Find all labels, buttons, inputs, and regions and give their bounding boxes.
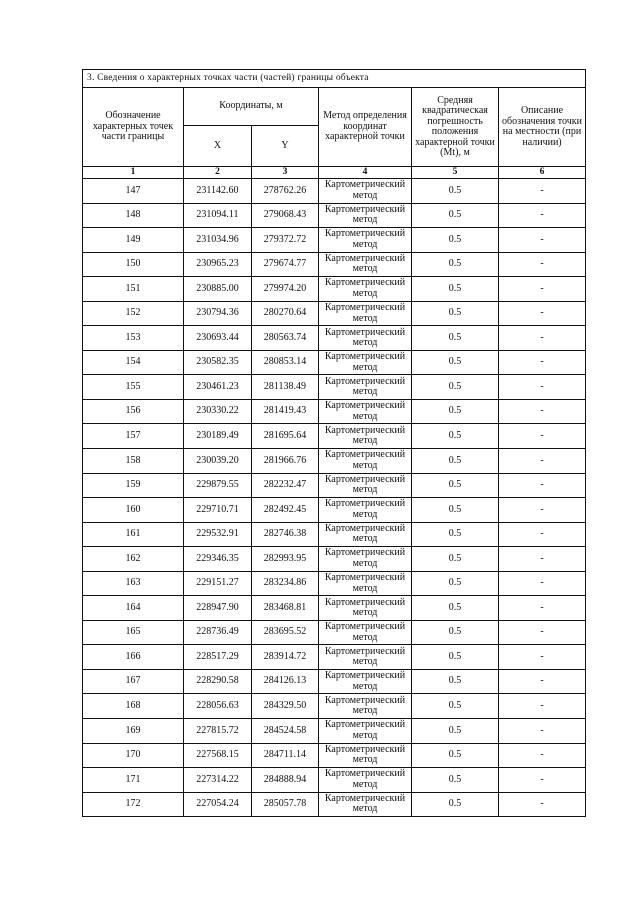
point-cell: 151: [83, 277, 184, 302]
method-cell: Картометрический метод: [319, 743, 412, 768]
error-cell: 0.5: [412, 228, 499, 253]
x-coordinate-cell: 228947.90: [184, 596, 252, 621]
point-cell: 162: [83, 547, 184, 572]
error-cell: 0.5: [412, 179, 499, 204]
method-cell: Картометрический метод: [319, 375, 412, 400]
y-coordinate-cell: 279674.77: [252, 252, 319, 277]
table-row: [83, 498, 586, 523]
table-row: [83, 203, 586, 228]
table-row: [83, 571, 586, 596]
description-cell: -: [499, 768, 586, 793]
description-cell: -: [499, 473, 586, 498]
y-coordinate-cell: 282232.47: [252, 473, 319, 498]
table-row: [83, 547, 586, 572]
x-coordinate-cell: 230461.23: [184, 375, 252, 400]
x-coordinate-cell: 230189.49: [184, 424, 252, 449]
point-cell: 172: [83, 792, 184, 817]
error-cell: 0.5: [412, 620, 499, 645]
y-coordinate-cell: 283468.81: [252, 596, 319, 621]
point-cell: 165: [83, 620, 184, 645]
table-row: [83, 522, 586, 547]
method-cell: Картометрический метод: [319, 449, 412, 474]
description-cell: -: [499, 547, 586, 572]
point-cell: 150: [83, 252, 184, 277]
error-cell: 0.5: [412, 547, 499, 572]
x-coordinate-cell: 230582.35: [184, 350, 252, 375]
point-cell: 154: [83, 350, 184, 375]
y-coordinate-cell: 284126.13: [252, 669, 319, 694]
y-coordinate-cell: 285057.78: [252, 792, 319, 817]
header-description: Описание обозначения точки на местности (при наличии): [499, 88, 586, 167]
error-cell: 0.5: [412, 669, 499, 694]
boundary-points-table: [82, 69, 586, 817]
y-coordinate-cell: 282993.95: [252, 547, 319, 572]
x-coordinate-cell: 229532.91: [184, 522, 252, 547]
method-cell: Картометрический метод: [319, 252, 412, 277]
method-cell: Картометрический метод: [319, 203, 412, 228]
description-cell: -: [499, 669, 586, 694]
method-cell: Картометрический метод: [319, 228, 412, 253]
point-cell: 158: [83, 449, 184, 474]
method-cell: Картометрический метод: [319, 768, 412, 793]
error-cell: 0.5: [412, 277, 499, 302]
section-title: 3. Сведения о характерных точках части (частей) границы объекта: [83, 70, 586, 88]
description-cell: -: [499, 326, 586, 351]
x-coordinate-cell: 229151.27: [184, 571, 252, 596]
header-point: Обозначение характерных точек части границы: [83, 88, 184, 167]
method-cell: Картометрический метод: [319, 473, 412, 498]
point-cell: 163: [83, 571, 184, 596]
x-coordinate-cell: 228736.49: [184, 620, 252, 645]
x-coordinate-cell: 231142.60: [184, 179, 252, 204]
y-coordinate-cell: 279372.72: [252, 228, 319, 253]
table-row: [83, 449, 586, 474]
table-row: [83, 399, 586, 424]
point-cell: 168: [83, 694, 184, 719]
method-cell: Картометрический метод: [319, 596, 412, 621]
error-cell: 0.5: [412, 203, 499, 228]
point-cell: 148: [83, 203, 184, 228]
x-coordinate-cell: 231034.96: [184, 228, 252, 253]
method-cell: Картометрический метод: [319, 645, 412, 670]
description-cell: -: [499, 719, 586, 744]
table-row: [83, 768, 586, 793]
method-cell: Картометрический метод: [319, 277, 412, 302]
table-body: [83, 179, 586, 817]
error-cell: 0.5: [412, 301, 499, 326]
y-coordinate-cell: 281966.76: [252, 449, 319, 474]
table-row: [83, 252, 586, 277]
error-cell: 0.5: [412, 645, 499, 670]
header-method: Метод определения координат характерной точки: [319, 88, 412, 167]
point-cell: 169: [83, 719, 184, 744]
point-cell: 153: [83, 326, 184, 351]
method-cell: Картометрический метод: [319, 301, 412, 326]
error-cell: 0.5: [412, 743, 499, 768]
column-number: 6: [499, 167, 586, 179]
x-coordinate-cell: 230693.44: [184, 326, 252, 351]
table-row: [83, 645, 586, 670]
point-cell: 160: [83, 498, 184, 523]
description-cell: -: [499, 694, 586, 719]
description-cell: -: [499, 498, 586, 523]
table-row: [83, 792, 586, 817]
method-cell: Картометрический метод: [319, 326, 412, 351]
error-cell: 0.5: [412, 252, 499, 277]
point-cell: 152: [83, 301, 184, 326]
table-row: [83, 301, 586, 326]
point-cell: 147: [83, 179, 184, 204]
y-coordinate-cell: 279974.20: [252, 277, 319, 302]
table-row: [83, 669, 586, 694]
table-row: [83, 228, 586, 253]
x-coordinate-cell: 230965.23: [184, 252, 252, 277]
method-cell: Картометрический метод: [319, 179, 412, 204]
description-cell: -: [499, 792, 586, 817]
column-number: 1: [83, 167, 184, 179]
method-cell: Картометрический метод: [319, 620, 412, 645]
x-coordinate-cell: 228517.29: [184, 645, 252, 670]
x-coordinate-cell: 229710.71: [184, 498, 252, 523]
x-coordinate-cell: 228056.63: [184, 694, 252, 719]
description-cell: -: [499, 301, 586, 326]
description-cell: -: [499, 743, 586, 768]
point-cell: 149: [83, 228, 184, 253]
description-cell: -: [499, 350, 586, 375]
table-row: [83, 620, 586, 645]
table-row: [83, 719, 586, 744]
table-row: [83, 596, 586, 621]
point-cell: 159: [83, 473, 184, 498]
point-cell: 166: [83, 645, 184, 670]
error-cell: 0.5: [412, 473, 499, 498]
header-x: X: [184, 126, 252, 167]
error-cell: 0.5: [412, 399, 499, 424]
y-coordinate-cell: 281419.43: [252, 399, 319, 424]
description-cell: -: [499, 277, 586, 302]
description-cell: -: [499, 571, 586, 596]
error-cell: 0.5: [412, 424, 499, 449]
error-cell: 0.5: [412, 375, 499, 400]
error-cell: 0.5: [412, 596, 499, 621]
x-coordinate-cell: 229346.35: [184, 547, 252, 572]
column-number: 2: [184, 167, 252, 179]
y-coordinate-cell: 279068.43: [252, 203, 319, 228]
y-coordinate-cell: 280270.64: [252, 301, 319, 326]
y-coordinate-cell: 284711.14: [252, 743, 319, 768]
column-number: 4: [319, 167, 412, 179]
y-coordinate-cell: 283234.86: [252, 571, 319, 596]
table-row: [83, 743, 586, 768]
description-cell: -: [499, 596, 586, 621]
description-cell: -: [499, 522, 586, 547]
point-cell: 170: [83, 743, 184, 768]
error-cell: 0.5: [412, 350, 499, 375]
table-row: [83, 473, 586, 498]
x-coordinate-cell: 230885.00: [184, 277, 252, 302]
error-cell: 0.5: [412, 326, 499, 351]
description-cell: -: [499, 179, 586, 204]
table-row: [83, 424, 586, 449]
method-cell: Картометрический метод: [319, 350, 412, 375]
y-coordinate-cell: 282492.45: [252, 498, 319, 523]
header-y: Y: [252, 126, 319, 167]
error-cell: 0.5: [412, 498, 499, 523]
description-cell: -: [499, 375, 586, 400]
y-coordinate-cell: 281695.64: [252, 424, 319, 449]
x-coordinate-cell: 227054.24: [184, 792, 252, 817]
description-cell: -: [499, 645, 586, 670]
y-coordinate-cell: 284329.50: [252, 694, 319, 719]
y-coordinate-cell: 283695.52: [252, 620, 319, 645]
column-number: 5: [412, 167, 499, 179]
point-cell: 155: [83, 375, 184, 400]
description-cell: -: [499, 424, 586, 449]
description-cell: -: [499, 399, 586, 424]
method-cell: Картометрический метод: [319, 547, 412, 572]
x-coordinate-cell: 227815.72: [184, 719, 252, 744]
y-coordinate-cell: 278762.26: [252, 179, 319, 204]
y-coordinate-cell: 284888.94: [252, 768, 319, 793]
table-row: [83, 694, 586, 719]
x-coordinate-cell: 227314.22: [184, 768, 252, 793]
error-cell: 0.5: [412, 571, 499, 596]
point-cell: 171: [83, 768, 184, 793]
method-cell: Картометрический метод: [319, 498, 412, 523]
error-cell: 0.5: [412, 522, 499, 547]
method-cell: Картометрический метод: [319, 424, 412, 449]
x-coordinate-cell: 230330.22: [184, 399, 252, 424]
table-row: [83, 375, 586, 400]
x-coordinate-cell: 227568.15: [184, 743, 252, 768]
method-cell: Картометрический метод: [319, 522, 412, 547]
x-coordinate-cell: 231094.11: [184, 203, 252, 228]
header-coords: Координаты, м: [184, 88, 319, 126]
y-coordinate-cell: 284524.58: [252, 719, 319, 744]
description-cell: -: [499, 228, 586, 253]
error-cell: 0.5: [412, 449, 499, 474]
error-cell: 0.5: [412, 694, 499, 719]
column-number: 3: [252, 167, 319, 179]
y-coordinate-cell: 283914.72: [252, 645, 319, 670]
x-coordinate-cell: 228290.58: [184, 669, 252, 694]
point-cell: 156: [83, 399, 184, 424]
table-row: [83, 179, 586, 204]
method-cell: Картометрический метод: [319, 399, 412, 424]
description-cell: -: [499, 203, 586, 228]
table-row: [83, 277, 586, 302]
y-coordinate-cell: 280853.14: [252, 350, 319, 375]
y-coordinate-cell: 282746.38: [252, 522, 319, 547]
x-coordinate-cell: 230794.36: [184, 301, 252, 326]
point-cell: 161: [83, 522, 184, 547]
y-coordinate-cell: 280563.74: [252, 326, 319, 351]
description-cell: -: [499, 620, 586, 645]
point-cell: 164: [83, 596, 184, 621]
method-cell: Картометрический метод: [319, 694, 412, 719]
error-cell: 0.5: [412, 768, 499, 793]
y-coordinate-cell: 281138.49: [252, 375, 319, 400]
method-cell: Картометрический метод: [319, 669, 412, 694]
x-coordinate-cell: 229879.55: [184, 473, 252, 498]
point-cell: 157: [83, 424, 184, 449]
method-cell: Картометрический метод: [319, 719, 412, 744]
x-coordinate-cell: 230039.20: [184, 449, 252, 474]
table-row: [83, 326, 586, 351]
error-cell: 0.5: [412, 792, 499, 817]
header-error: Средняя квадратическая погрешность положения характерной точки (Mt), м: [412, 88, 499, 167]
table-row: [83, 350, 586, 375]
point-cell: 167: [83, 669, 184, 694]
description-cell: -: [499, 252, 586, 277]
description-cell: -: [499, 449, 586, 474]
method-cell: Картометрический метод: [319, 571, 412, 596]
method-cell: Картометрический метод: [319, 792, 412, 817]
error-cell: 0.5: [412, 719, 499, 744]
